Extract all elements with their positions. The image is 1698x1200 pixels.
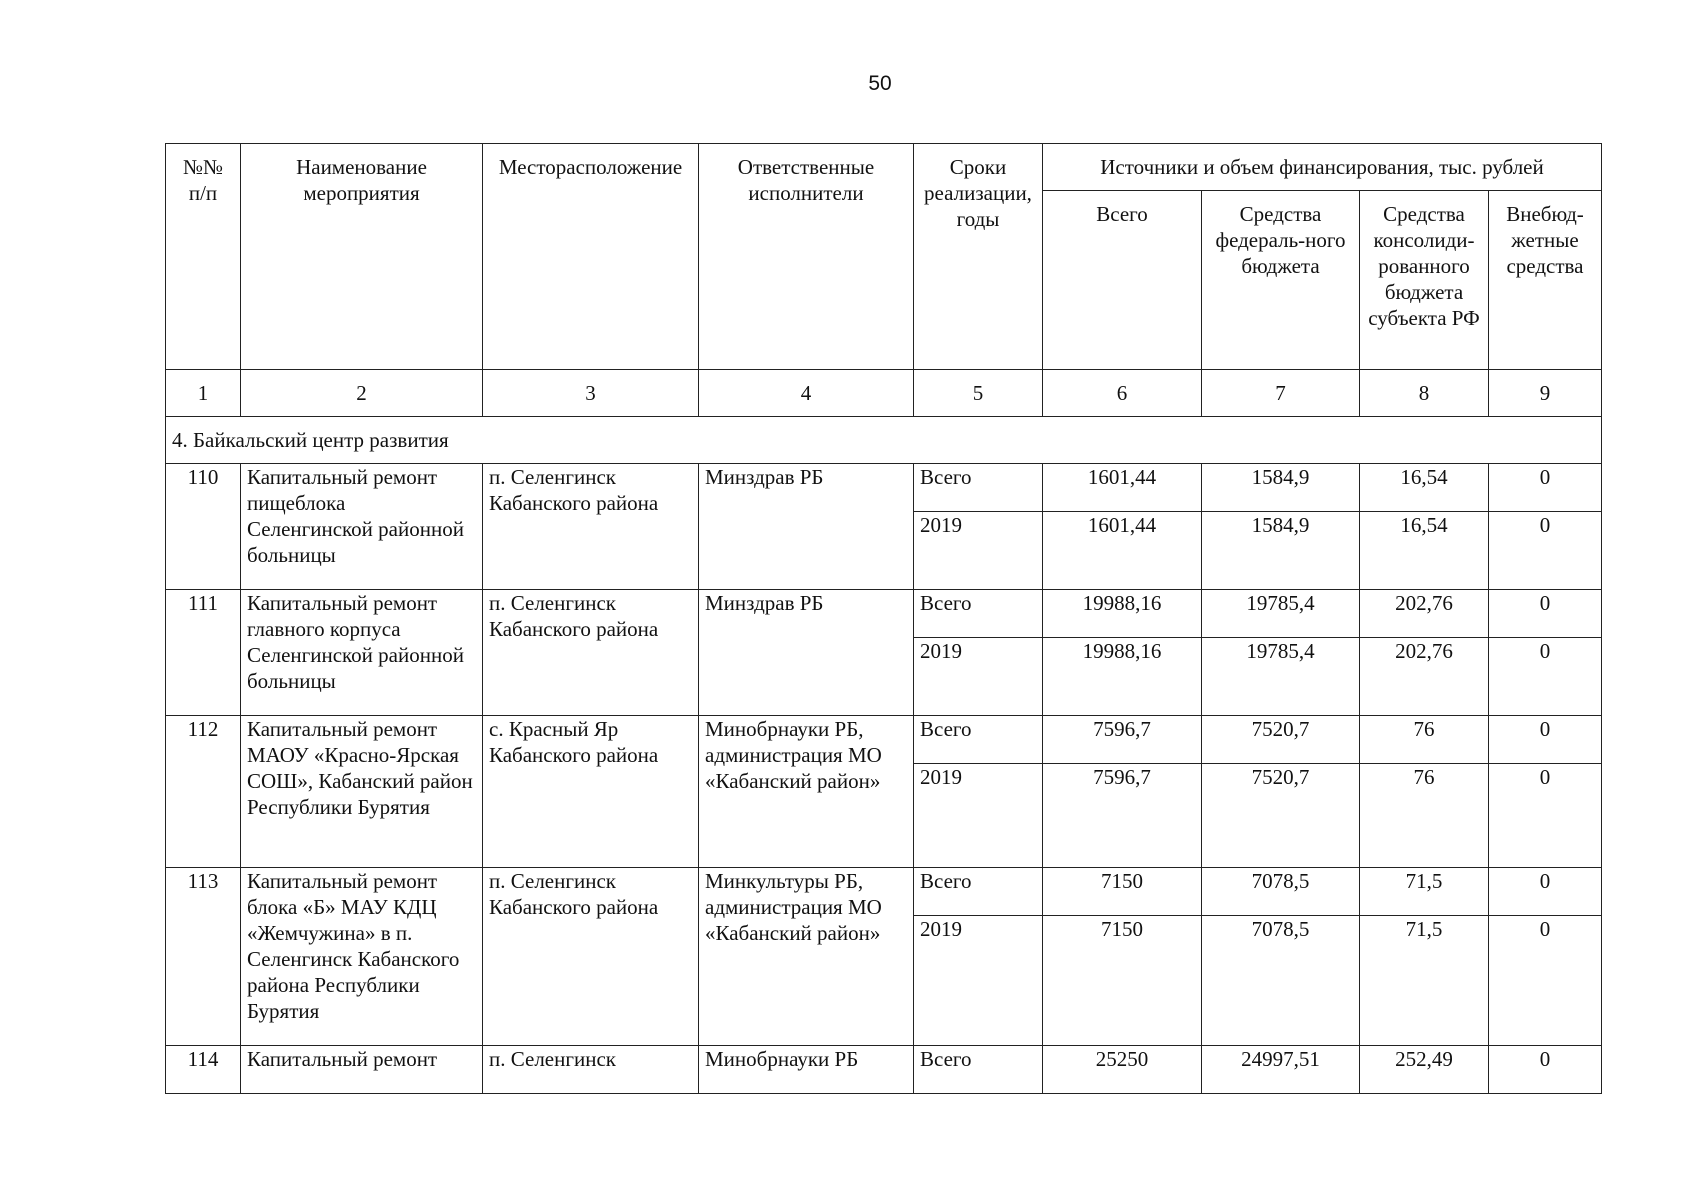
total-value: 25250 [1043, 1046, 1202, 1094]
consolidated-value: 16,54 [1360, 464, 1489, 512]
column-number-row [166, 370, 1602, 417]
header-total: Всего [1043, 191, 1202, 370]
responsible: Минздрав РБ [699, 464, 914, 590]
table-row [166, 868, 1602, 916]
row-number: 114 [166, 1046, 241, 1094]
row-number: 113 [166, 868, 241, 1046]
consolidated-value: 76 [1360, 764, 1489, 868]
responsible: Минобрнауки РБ [699, 1046, 914, 1094]
activity-name: Капитальный ремонт главного корпуса Селенгинской районной больницы [241, 590, 483, 716]
total-value: 19988,16 [1043, 638, 1202, 716]
extrabudget-value: 0 [1489, 764, 1602, 868]
federal-value: 19785,4 [1202, 590, 1360, 638]
total-value: 1601,44 [1043, 464, 1202, 512]
table-row [166, 716, 1602, 764]
term: 2019 [914, 764, 1043, 868]
row-number: 111 [166, 590, 241, 716]
header-num: №№ п/п [166, 144, 241, 370]
location: п. Селенгинск Кабанского района [483, 464, 699, 590]
activity-name: Капитальный ремонт МАОУ «Красно-Ярская СОШ», Кабанский район Республики Бурятия [241, 716, 483, 868]
responsible: Минобрнауки РБ, администрация МО «Кабанский район» [699, 716, 914, 868]
consolidated-value: 71,5 [1360, 868, 1489, 916]
consolidated-value: 76 [1360, 716, 1489, 764]
term: Всего [914, 716, 1043, 764]
responsible: Минкультуры РБ, администрация МО «Кабанский район» [699, 868, 914, 1046]
activity-name: Капитальный ремонт пищеблока Селенгинской районной больницы [241, 464, 483, 590]
location: п. Селенгинск [483, 1046, 699, 1094]
column-number: 8 [1360, 370, 1489, 417]
total-value: 7150 [1043, 868, 1202, 916]
term: 2019 [914, 638, 1043, 716]
total-value: 7150 [1043, 916, 1202, 1046]
extrabudget-value: 0 [1489, 512, 1602, 590]
total-value: 7596,7 [1043, 716, 1202, 764]
row-number: 110 [166, 464, 241, 590]
section-title: 4. Байкальский центр развития [166, 417, 1602, 464]
extrabudget-value: 0 [1489, 638, 1602, 716]
term: 2019 [914, 916, 1043, 1046]
table-row [166, 590, 1602, 638]
federal-value: 19785,4 [1202, 638, 1360, 716]
extrabudget-value: 0 [1489, 716, 1602, 764]
federal-value: 7078,5 [1202, 916, 1360, 1046]
extrabudget-value: 0 [1489, 464, 1602, 512]
table-row [166, 464, 1602, 512]
activity-name: Капитальный ремонт [241, 1046, 483, 1094]
consolidated-value: 71,5 [1360, 916, 1489, 1046]
federal-value: 7520,7 [1202, 764, 1360, 868]
page-number: 50 [868, 72, 892, 95]
column-number: 2 [241, 370, 483, 417]
column-number: 4 [699, 370, 914, 417]
column-number: 1 [166, 370, 241, 417]
consolidated-value: 202,76 [1360, 590, 1489, 638]
extrabudget-value: 0 [1489, 590, 1602, 638]
consolidated-value: 202,76 [1360, 638, 1489, 716]
header-federal: Средства федераль-ного бюджета [1202, 191, 1360, 370]
consolidated-value: 16,54 [1360, 512, 1489, 590]
responsible: Минздрав РБ [699, 590, 914, 716]
extrabudget-value: 0 [1489, 868, 1602, 916]
column-number: 9 [1489, 370, 1602, 417]
extrabudget-value: 0 [1489, 1046, 1602, 1094]
federal-value: 1584,9 [1202, 512, 1360, 590]
location: п. Селенгинск Кабанского района [483, 868, 699, 1046]
consolidated-value: 252,49 [1360, 1046, 1489, 1094]
header-terms: Сроки реализации, годы [914, 144, 1043, 370]
column-number: 6 [1043, 370, 1202, 417]
funding-table [165, 143, 1602, 1094]
activity-name: Капитальный ремонт блока «Б» МАУ КДЦ «Жемчужина» в п. Селенгинск Кабанского района Республики Бурятия [241, 868, 483, 1046]
term: Всего [914, 590, 1043, 638]
total-value: 7596,7 [1043, 764, 1202, 868]
header-extrabudget: Внебюд-жетные средства [1489, 191, 1602, 370]
header-consolidated: Средства консолиди-рованного бюджета субъекта РФ [1360, 191, 1489, 370]
total-value: 1601,44 [1043, 512, 1202, 590]
section-row [166, 417, 1602, 464]
row-number: 112 [166, 716, 241, 868]
federal-value: 1584,9 [1202, 464, 1360, 512]
column-number: 3 [483, 370, 699, 417]
header-location: Месторасположение [483, 144, 699, 370]
header-responsible: Ответственные исполнители [699, 144, 914, 370]
column-number: 7 [1202, 370, 1360, 417]
term: Всего [914, 1046, 1043, 1094]
term: Всего [914, 464, 1043, 512]
table-row [166, 1046, 1602, 1094]
total-value: 19988,16 [1043, 590, 1202, 638]
term: 2019 [914, 512, 1043, 590]
column-number: 5 [914, 370, 1043, 417]
term: Всего [914, 868, 1043, 916]
location: с. Красный Яр Кабанского района [483, 716, 699, 868]
federal-value: 24997,51 [1202, 1046, 1360, 1094]
extrabudget-value: 0 [1489, 916, 1602, 1046]
header-funding: Источники и объем финансирования, тыс. рублей [1043, 144, 1602, 191]
federal-value: 7078,5 [1202, 868, 1360, 916]
header-name: Наименование мероприятия [241, 144, 483, 370]
location: п. Селенгинск Кабанского района [483, 590, 699, 716]
federal-value: 7520,7 [1202, 716, 1360, 764]
